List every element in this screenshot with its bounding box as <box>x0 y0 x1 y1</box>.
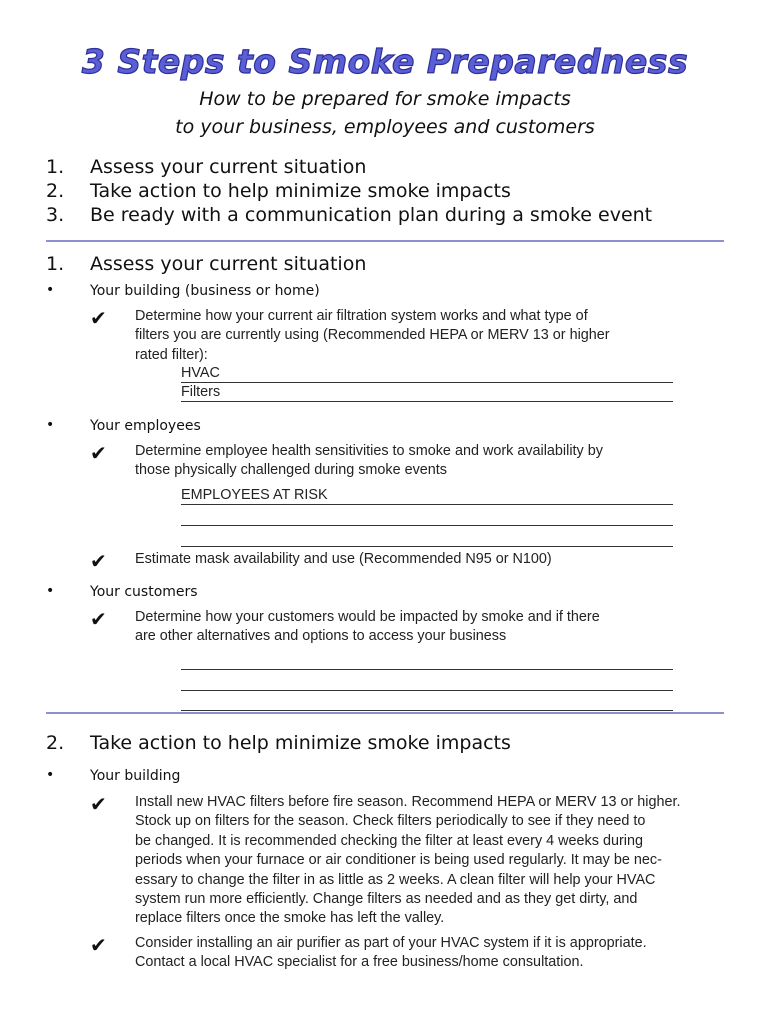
bullet-icon: • <box>46 583 55 599</box>
step-number: 2. <box>46 180 65 202</box>
text-line: Determine how your current air filtration system works and what type of <box>135 308 588 324</box>
text-line: Determine employee health sensitivities to smoke and work availability by <box>135 443 603 459</box>
bullet-label: Your building (business or home) <box>90 283 320 299</box>
filters-paragraph <box>135 793 730 929</box>
checkmark-icon: ✔ <box>90 441 107 465</box>
filters-label: Filters <box>181 384 221 400</box>
employees-at-risk-label: EMPLOYEES AT RISK <box>181 487 328 503</box>
text-line: are other alternatives and options to access your business <box>135 628 507 645</box>
step-text: Assess your current situation <box>90 156 367 178</box>
hvac-field[interactable] <box>181 364 673 383</box>
filters-field[interactable] <box>181 383 673 402</box>
bullet-label: Your customers <box>90 584 198 600</box>
employees-paragraph <box>135 442 730 481</box>
text-line: replace filters once the smoke has left the valley. <box>135 910 445 927</box>
text-line: those physically challenged during smoke events <box>135 462 447 479</box>
step-text: Be ready with a communication plan during a smoke event <box>90 204 653 226</box>
text-line: Install new HVAC filters before fire season. Recommend HEPA or MERV 13 or higher. <box>135 794 681 810</box>
section-number: 1. <box>46 253 65 275</box>
building-paragraph <box>135 307 730 365</box>
checkmark-icon: ✔ <box>90 549 107 573</box>
page-title: 3 Steps to Smoke Preparedness <box>81 42 689 81</box>
step-text: Take action to help minimize smoke impacts <box>90 180 511 202</box>
text-line: be changed. It is recommended checking the filter at least every 4 weeks during <box>135 832 643 849</box>
employees-at-risk-field[interactable] <box>181 486 673 505</box>
text-line: Contact a local HVAC specialist for a free business/home consultation. <box>135 954 584 971</box>
text-line: periods when your furnace or air conditioner is being used regularly. It may be nec- <box>135 852 662 869</box>
blank-line[interactable] <box>181 672 673 691</box>
checkmark-icon: ✔ <box>90 306 107 330</box>
air-purifier-paragraph <box>135 934 730 973</box>
customers-paragraph <box>135 608 730 647</box>
bullet-label: Your building <box>90 768 181 784</box>
subtitle-line-2: to your business, employees and customers <box>175 116 595 138</box>
text-line: Stock up on filters for the season. Check filters periodically to see if they need to <box>135 813 646 830</box>
step-number: 3. <box>46 204 65 226</box>
blank-line[interactable] <box>181 507 673 526</box>
checkmark-icon: ✔ <box>90 792 107 816</box>
hvac-label: HVAC <box>181 365 220 381</box>
checkmark-icon: ✔ <box>90 607 107 631</box>
section-number: 2. <box>46 732 65 754</box>
section-title: Take action to help minimize smoke impacts <box>90 732 511 754</box>
text-line: essary to change the filter in as little as 2 weeks. A clean filter will help your HVAC <box>135 871 656 888</box>
section-divider <box>46 712 724 714</box>
bullet-label: Your employees <box>90 418 201 434</box>
checkmark-icon: ✔ <box>90 933 107 957</box>
blank-line[interactable] <box>181 528 673 547</box>
step-number: 1. <box>46 156 65 178</box>
text-line: Estimate mask availability and use (Recommended N95 or N100) <box>135 551 552 567</box>
blank-line[interactable] <box>181 692 673 711</box>
text-line: rated filter): <box>135 346 208 363</box>
blank-line[interactable] <box>181 651 673 670</box>
subtitle-line-1: How to be prepared for smoke impacts <box>199 88 571 110</box>
bullet-icon: • <box>46 417 55 433</box>
text-line: filters you are currently using (Recommended HEPA or MERV 13 or higher <box>135 327 610 344</box>
section-divider <box>46 240 724 242</box>
mask-paragraph <box>135 550 730 569</box>
bullet-icon: • <box>46 282 55 298</box>
text-line: system run more efficiently. Change filters as needed and as they get dirty, and <box>135 891 638 908</box>
section-title: Assess your current situation <box>90 253 367 275</box>
bullet-icon: • <box>46 767 55 783</box>
text-line: Consider installing an air purifier as part of your HVAC system if it is appropriate. <box>135 935 647 951</box>
text-line: Determine how your customers would be impacted by smoke and if there <box>135 609 600 625</box>
